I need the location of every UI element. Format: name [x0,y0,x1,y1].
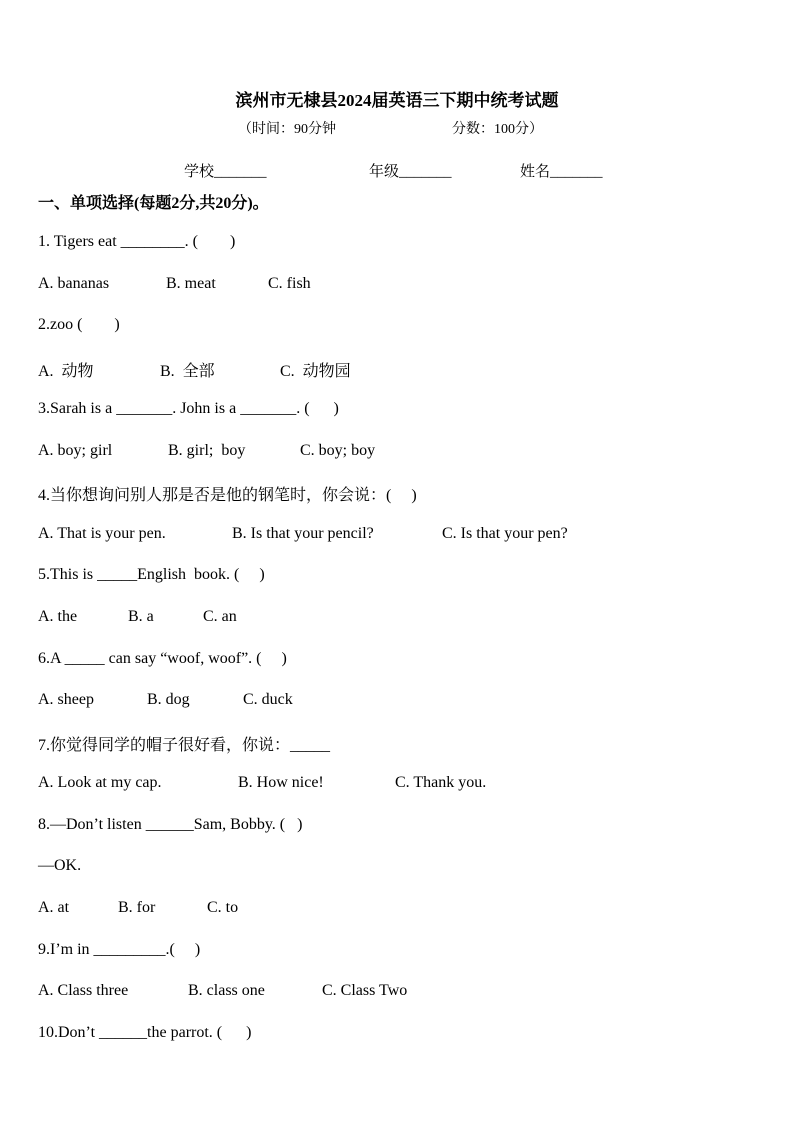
option-c: C. 动物园 [280,363,351,380]
option-a: A. Look at my cap. [38,774,162,791]
option-c: C. an [203,608,237,625]
question-stem: 8.—Don’t listen ______Sam, Bobby. ( ) [38,816,303,833]
question-stem: 7.你觉得同学的帽子很好看，你说：_____ [38,737,331,754]
option-c: C. fish [268,275,311,292]
school-field: 学校_______ [184,164,267,180]
question-stem: 5.This is _____English book. ( ) [38,566,265,583]
option-b: B. for [118,899,156,916]
option-c: C. Is that your pen? [442,525,568,542]
section-title: 一、单项选择(每题2分,共20分)。 [38,195,269,212]
option-b: B. girl; boy [168,442,246,459]
option-a: A. 动物 [38,363,94,380]
option-b: B. Is that your pencil? [232,525,374,542]
option-c: C. Thank you. [395,774,487,791]
exam-title: 滨州市无棣县2024届英语三下期中统考试题 [235,91,559,110]
option-a: A. bananas [38,275,110,292]
option-b: B. dog [147,691,190,708]
exam-time: （时间：90分钟 [238,122,336,137]
question-stem: 10.Don’t ______the parrot. ( ) [38,1024,252,1041]
option-b: B. How nice! [238,774,324,791]
question-stem: 9.I’m in _________.( ) [38,941,201,958]
option-a: A. boy; girl [38,442,113,459]
question-stem: 6.A _____ can say “woof, woof”. ( ) [38,650,287,667]
option-c: C. boy; boy [300,442,376,459]
option-a: A. That is your pen. [38,525,166,542]
question-stem: 3.Sarah is a _______. John is a _______. ( ) [38,400,339,417]
option-c: C. to [207,899,239,916]
option-b: B. meat [166,275,216,292]
question-stem: 2.zoo ( ) [38,316,120,333]
exam-score: 分数：100分） [452,122,543,137]
option-a: A. Class three [38,982,129,999]
name-field: 姓名_______ [520,164,603,180]
question-stem: 1. Tigers eat ________. ( ) [38,233,236,250]
grade-field: 年级_______ [369,164,452,180]
option-a: A. the [38,608,78,625]
option-c: C. duck [243,691,293,708]
dialogue-reply: —OK. [38,857,82,874]
option-a: A. at [38,899,70,916]
option-b: B. class one [188,982,265,999]
option-a: A. sheep [38,691,94,708]
option-b: B. 全部 [160,363,215,380]
question-stem: 4.当你想询问别人那是否是他的钢笔时，你会说：( ) [38,487,417,504]
option-c: C. Class Two [322,982,408,999]
option-b: B. a [128,608,154,625]
